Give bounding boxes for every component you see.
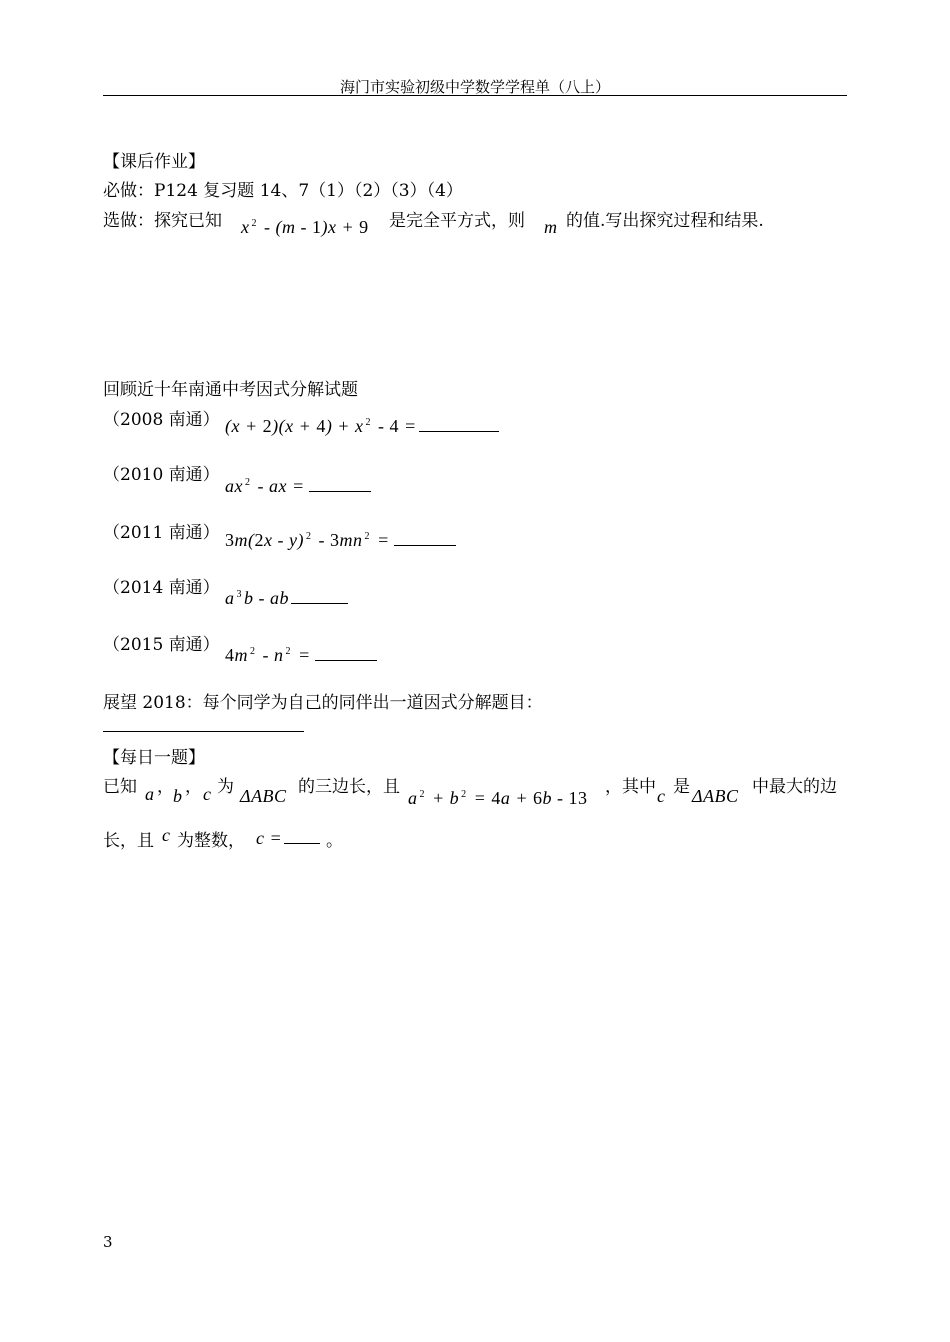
review-expr-2014: a $^3$ b - ab xyxy=(225,588,348,609)
daily-var-c4: c = xyxy=(256,828,283,848)
daily-var-a: a xyxy=(145,784,155,804)
answer-blank[interactable] xyxy=(394,545,456,546)
daily-triangle2: ΔABC xyxy=(692,786,739,806)
daily-equation: a $^2$ + b $^2$ = 4a + 6b - 13 xyxy=(408,788,588,808)
daily-p5: 是 xyxy=(673,777,690,797)
homework-optional-prefix: 选做：探究已知 xyxy=(103,211,222,231)
daily-answer-expr xyxy=(256,828,320,849)
daily-heading: 【每日一题】 xyxy=(103,748,205,768)
daily-var-c2: c xyxy=(657,786,666,806)
daily-var-c3: c xyxy=(162,825,171,845)
answer-blank[interactable] xyxy=(309,491,371,492)
daily-var-c: c xyxy=(203,784,212,804)
page-number: 3 xyxy=(103,1233,113,1251)
daily-p6: 中最大的边 xyxy=(752,777,837,797)
outlook-answer-line[interactable] xyxy=(103,731,304,732)
review-outlook: 展望 2018：每个同学为自己的同伴出一道因式分解题目： xyxy=(103,693,543,713)
daily-p3: 的三边长，且 xyxy=(298,777,400,797)
header-title: 海门市实验初级中学数学学程单（八上） xyxy=(339,78,610,96)
daily-line2-end: 。 xyxy=(326,831,343,851)
review-expr-2010: ax $^2$ - ax = xyxy=(225,476,371,497)
answer-blank[interactable] xyxy=(291,603,348,604)
review-year-2008: （2008 南通） xyxy=(103,410,220,430)
review-year-2010: （2010 南通） xyxy=(103,465,220,485)
review-year-2015: （2015 南通） xyxy=(103,635,220,655)
daily-p2: 为 xyxy=(217,777,234,797)
daily-line2-p1: 长，且 xyxy=(103,831,154,851)
daily-comma1: ， xyxy=(157,777,174,797)
homework-optional-suffix: 的值.写出探究过程和结果. xyxy=(566,211,764,231)
review-year-2011: （2011 南通） xyxy=(103,523,220,543)
daily-line2-p2: 为整数， xyxy=(177,831,245,851)
daily-var-b: b xyxy=(173,786,183,806)
daily-comma2: ， xyxy=(185,777,202,797)
review-expr-2008: (x + 2)(x + 4) + x $^2$ - 4 = xyxy=(225,416,499,437)
review-year-2014: （2014 南通） xyxy=(103,578,220,598)
review-expr-2015: 4m $^2$ - n $^2$ = xyxy=(225,645,377,666)
answer-blank[interactable] xyxy=(315,660,377,661)
review-expr-2011: 3m(2x - y) $^2$ - 3mn $^2$ = xyxy=(225,530,456,551)
homework-required: 必做：P124 复习题 14、7（1）（2）（3）（4） xyxy=(103,181,463,201)
header-rule xyxy=(103,95,847,96)
daily-p1: 已知 xyxy=(103,777,137,797)
homework-heading: 【课后作业】 xyxy=(103,152,205,172)
review-title: 回顾近十年南通中考因式分解试题 xyxy=(103,380,358,400)
answer-blank[interactable] xyxy=(284,843,320,844)
daily-p4: ，其中 xyxy=(605,777,656,797)
homework-optional-var: m xyxy=(544,217,558,237)
homework-optional-expr: x $^2$ - (m - 1)x + 9 xyxy=(241,217,369,237)
homework-optional-mid: 是完全平方式，则 xyxy=(389,211,525,231)
daily-triangle: ΔABC xyxy=(240,786,287,806)
answer-blank[interactable] xyxy=(419,431,499,432)
